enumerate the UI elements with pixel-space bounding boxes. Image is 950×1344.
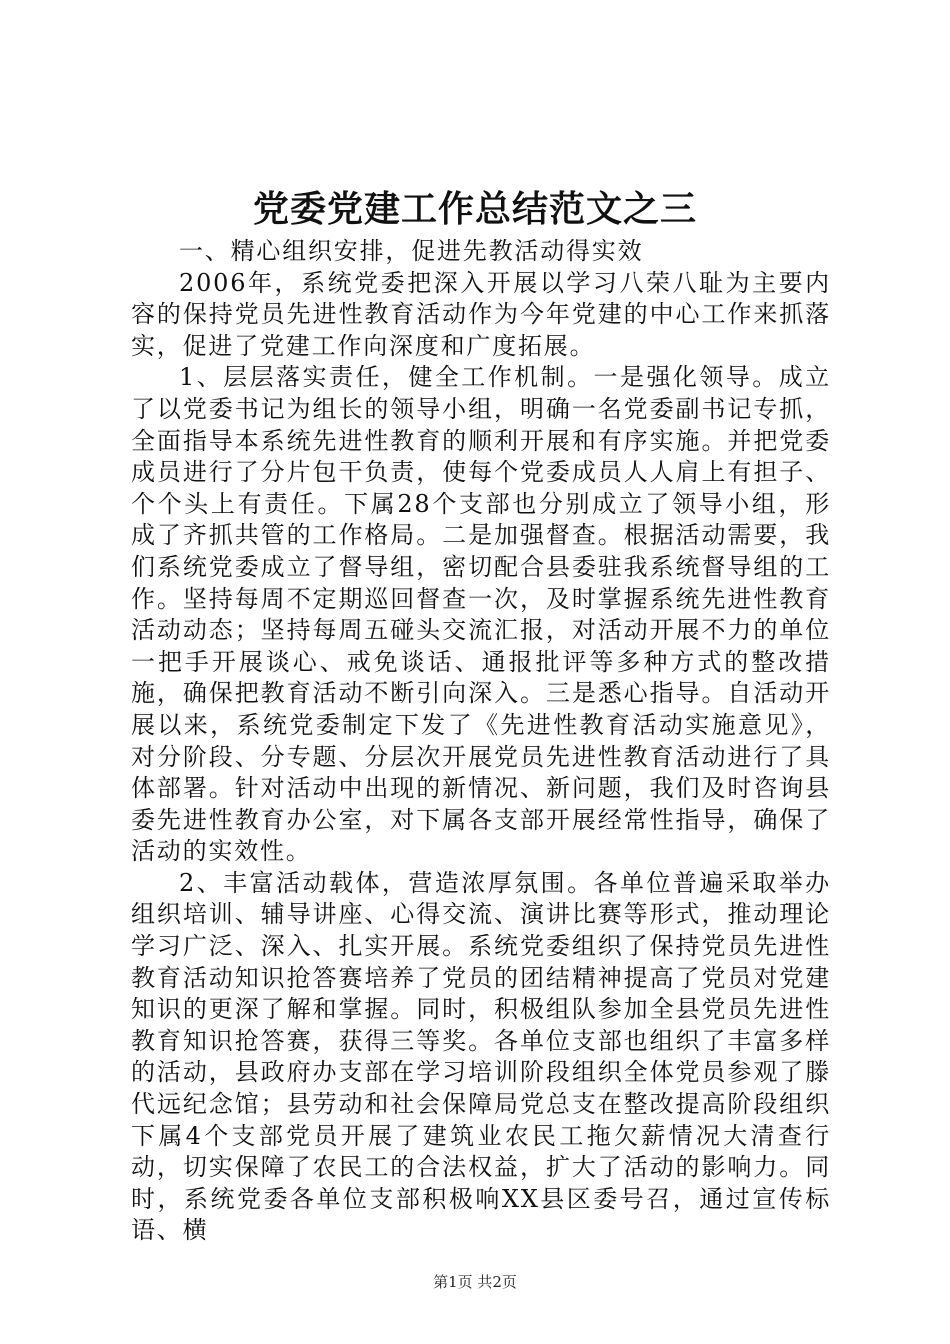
body-paragraph: 1、层层落实责任，健全工作机制。一是强化领导。成立了以党委书记为组长的领导小组，明确一名党委副书记专抓，全面指导本系统先进性教育的顺利开展和有序实施。并把党委成员进行了分片包干负责，使每个党委成员人人肩上有担子、个个头上有责任。下属28个支部也分别成立了领导小组，形成了齐抓共管的工作格局。二是加强督查。根据活动需要，我们系统党委成立了督导组，密切配合县委驻我系统督导组的工作。坚持每周不定期巡回督查一次，及时掌握系统先进性教育活动动态；坚持每周五碰头交流汇报，对活动开展不力的单位一把手开展谈心、戒免谈话、通报批评等多种方式的整改措施，确保把教育活动不断引向深入。三是悉心指导。自活动开展以来，系统党委制定下发了《先进性教育活动实施意见》，对分阶段、分专题、分层次开展党员先进性教育活动进行了具体部署。针对活动中出现的新情况、新问题，我们及时咨询县委先进性教育办公室，对下属各支部开展经常性指导，确保了活动的实效性。 xyxy=(131,363,831,866)
document-title: 党委党建工作总结范文之三 xyxy=(252,188,697,230)
page-number-footer: 第1页 共2页 xyxy=(433,1273,517,1291)
body-paragraph: 2006年，系统党委把深入开展以学习八荣八耻为主要内容的保持党员先进性教育活动作为今年党建的中心工作来抓落实，促进了党建工作向深度和广度拓展。 xyxy=(131,268,831,360)
body-paragraph: 2、丰富活动载体，营造浓厚氛围。各单位普遍采取举办组织培训、辅导讲座、心得交流、演讲比赛等形式，推动理论学习广泛、深入、扎实开展。系统党委组织了保持党员先进性教育活动知识抢答赛培养了党员的团结精神提高了党员对党建知识的更深了解和掌握。同时，积极组队参加全县党员先进性教育知识抢答赛，获得三等奖。各单位支部也组织了丰富多样的活动，县政府办支部在学习培训阶段组织全体党员参观了滕代远纪念馆；县劳动和社会保障局党总支在整改提高阶段组织下属4个支部党员开展了建筑业农民工拖欠薪情况大清查行动，切实保障了农民工的合法权益，扩大了活动的影响力。同时，系统党委各单位支部积极响XX县区委号召，通过宣传标语、横 xyxy=(131,868,831,1245)
section-heading: 一、精心组织安排，促进先教活动得实效 xyxy=(179,237,644,265)
document-body xyxy=(131,236,831,1247)
